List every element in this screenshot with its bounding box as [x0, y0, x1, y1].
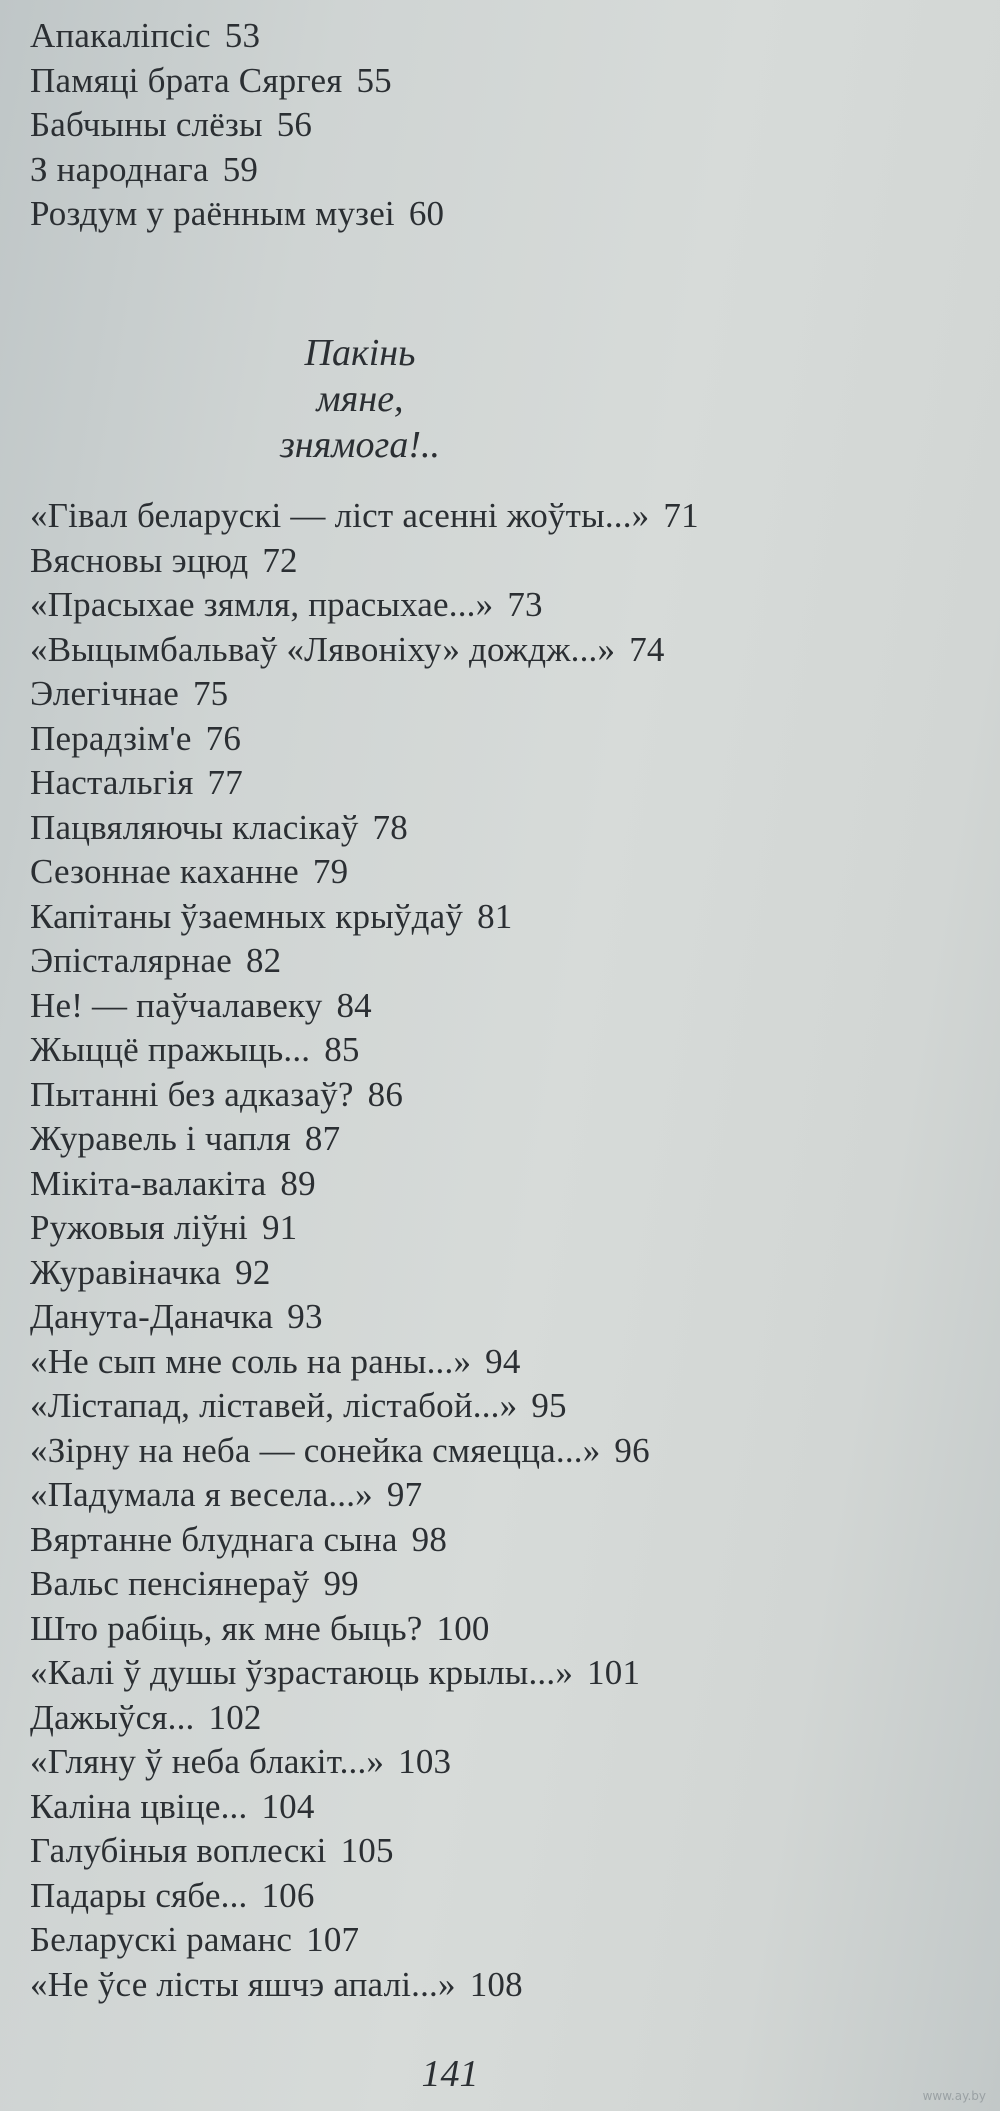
entry-page: 73 — [507, 585, 543, 624]
contents-entry — [30, 1429, 699, 1474]
contents-entry — [30, 148, 444, 193]
entry-page: 108 — [469, 1964, 523, 2004]
entry-page: 102 — [208, 1697, 262, 1737]
entry-page: 104 — [261, 1786, 315, 1826]
contents-entry — [30, 1651, 699, 1696]
entry-page: 86 — [367, 1074, 404, 1114]
contents-entry — [30, 939, 699, 984]
watermark: www.ay.by — [922, 2089, 986, 2103]
entry-title: Ружовыя ліўні — [30, 1208, 248, 1247]
entry-page: 55 — [356, 60, 392, 100]
contents-entry — [30, 1073, 699, 1118]
entry-page: 71 — [663, 496, 699, 535]
entry-page: 79 — [312, 852, 349, 891]
entry-title: «Гівал беларускі — ліст асенні жоўты...» — [30, 496, 650, 535]
contents-entry — [30, 672, 699, 717]
entry-page: 81 — [477, 896, 513, 936]
contents-entry — [30, 1785, 699, 1830]
entry-title: Падары сябе... — [30, 1875, 248, 1915]
contents-entry — [30, 1918, 699, 1963]
entry-page: 74 — [629, 629, 665, 669]
entry-title: Эпісталярнае — [30, 941, 232, 980]
entry-title: Беларускі раманс — [30, 1920, 293, 1959]
entry-page: 60 — [408, 194, 445, 233]
contents-entry — [30, 192, 444, 237]
contents-entry — [30, 1384, 699, 1429]
entry-title: Элегічнае — [30, 674, 179, 713]
contents-entry — [30, 1251, 699, 1296]
entry-page: 105 — [340, 1831, 394, 1870]
entry-title: «Не ўсе лісты яшчэ апалі...» — [30, 1964, 456, 2004]
contents-entry — [30, 1829, 699, 1874]
entry-page: 78 — [372, 807, 408, 847]
contents-entry — [30, 59, 444, 104]
contents-entry — [30, 1473, 699, 1518]
entry-title: Што рабіць, як мне быць? — [30, 1608, 423, 1648]
entry-page: 85 — [324, 1030, 360, 1069]
entry-page: 77 — [207, 763, 243, 802]
entry-title: Бабчыны слёзы — [30, 105, 263, 144]
contents-entry — [30, 984, 699, 1029]
entry-title: Журавіначка — [30, 1252, 222, 1292]
entry-title: Мікіта-валакіта — [30, 1163, 267, 1203]
entry-title: Роздум у раённым музеі — [30, 194, 395, 233]
section-title-line: знямога!.. — [279, 424, 441, 466]
entry-title: Вяртанне блуднага сына — [30, 1519, 398, 1559]
contents-entry — [30, 539, 699, 584]
entry-page: 89 — [280, 1163, 316, 1203]
entry-page: 59 — [222, 149, 259, 189]
entry-title: Апакаліпсіс — [30, 16, 211, 55]
entry-title: Журавель і чапля — [30, 1119, 291, 1158]
contents-entry — [30, 103, 444, 148]
contents-entry — [30, 583, 699, 628]
entry-title: «Падумала я весела...» — [30, 1475, 373, 1514]
entry-title: «Не сып мне соль на раны...» — [30, 1341, 472, 1381]
entry-title: «Выцымбальваў «Лявоніху» дождж...» — [30, 629, 616, 669]
entry-title: «Лістапад, ліставей, лістабой...» — [30, 1386, 518, 1425]
entry-page: 94 — [485, 1341, 521, 1381]
entry-page: 56 — [276, 105, 313, 144]
contents-entry — [30, 1028, 699, 1073]
entry-title: Вальс пенсіянераў — [30, 1564, 310, 1603]
entry-page: 107 — [306, 1920, 360, 1959]
contents-entry — [30, 14, 444, 59]
contents-entry — [30, 1963, 699, 2008]
entry-page: 101 — [587, 1653, 641, 1692]
entry-page: 53 — [224, 16, 261, 55]
entry-page: 97 — [386, 1475, 423, 1514]
contents-entry — [30, 895, 699, 940]
entry-title: З народнага — [30, 149, 209, 189]
entry-title: Памяці брата Сяргея — [30, 60, 343, 100]
contents-entry — [30, 1206, 699, 1251]
contents-entry — [30, 1518, 699, 1563]
entry-title: Пацвяляючы класікаў — [30, 807, 359, 847]
entry-page: 82 — [245, 941, 282, 980]
entry-page: 75 — [192, 674, 229, 713]
contents-list-top — [30, 14, 444, 237]
entry-title: Пытанні без адказаў? — [30, 1074, 354, 1114]
section-title — [0, 330, 720, 468]
contents-entry — [30, 1162, 699, 1207]
entry-page: 91 — [261, 1208, 298, 1247]
contents-entry — [30, 1874, 699, 1919]
entry-page: 100 — [436, 1608, 490, 1648]
entry-page: 98 — [411, 1519, 448, 1559]
entry-title: Не! — паўчалавеку — [30, 985, 323, 1025]
entry-page: 103 — [398, 1742, 452, 1781]
contents-entry — [30, 628, 699, 673]
contents-entry — [30, 1117, 699, 1162]
contents-entry — [30, 761, 699, 806]
contents-entry — [30, 1607, 699, 1652]
contents-entry — [30, 1562, 699, 1607]
entry-page: 106 — [261, 1875, 315, 1915]
entry-title: Галубіныя воплескі — [30, 1831, 327, 1870]
entry-page: 72 — [262, 540, 298, 580]
contents-entry — [30, 806, 699, 851]
entry-title: Капітаны ўзаемных крыўдаў — [30, 896, 464, 936]
entry-title: Жыццё пражыць... — [30, 1030, 311, 1069]
entry-page: 99 — [323, 1564, 359, 1603]
entry-title: «Зірну на неба — сонейка смяецца...» — [30, 1430, 601, 1470]
section-title-line: мяне, — [316, 378, 404, 420]
contents-entry — [30, 1295, 699, 1340]
entry-page: 92 — [235, 1252, 271, 1292]
entry-page: 96 — [614, 1430, 650, 1470]
entry-title: Данута-Даначка — [30, 1297, 274, 1336]
entry-title: Перадзім'е — [30, 718, 192, 758]
entry-title: «Прасыхае зямля, прасыхае...» — [30, 585, 494, 624]
contents-list-main — [30, 494, 699, 2007]
contents-entry — [30, 850, 699, 895]
entry-title: Вясновы эцюд — [30, 540, 249, 580]
contents-entry — [30, 1740, 699, 1785]
contents-entry — [30, 1340, 699, 1385]
entry-page: 93 — [287, 1297, 323, 1336]
contents-entry — [30, 1696, 699, 1741]
entry-title: Сезоннае каханне — [30, 852, 299, 891]
section-title-line: Пакінь — [304, 332, 416, 374]
entry-page: 84 — [336, 985, 372, 1025]
entry-title: Дажыўся... — [30, 1697, 195, 1737]
contents-entry — [30, 494, 699, 539]
entry-title: «Гляну ў неба блакіт...» — [30, 1742, 385, 1781]
entry-title: Настальгія — [30, 763, 194, 802]
entry-page: 76 — [205, 718, 242, 758]
entry-page: 95 — [531, 1386, 567, 1425]
entry-page: 87 — [304, 1119, 341, 1158]
contents-entry — [30, 717, 699, 762]
entry-title: Каліна цвіце... — [30, 1786, 248, 1826]
entry-title: «Калі ў душы ўзрастаюць крылы...» — [30, 1653, 574, 1692]
page-number: 141 — [421, 2053, 479, 2095]
